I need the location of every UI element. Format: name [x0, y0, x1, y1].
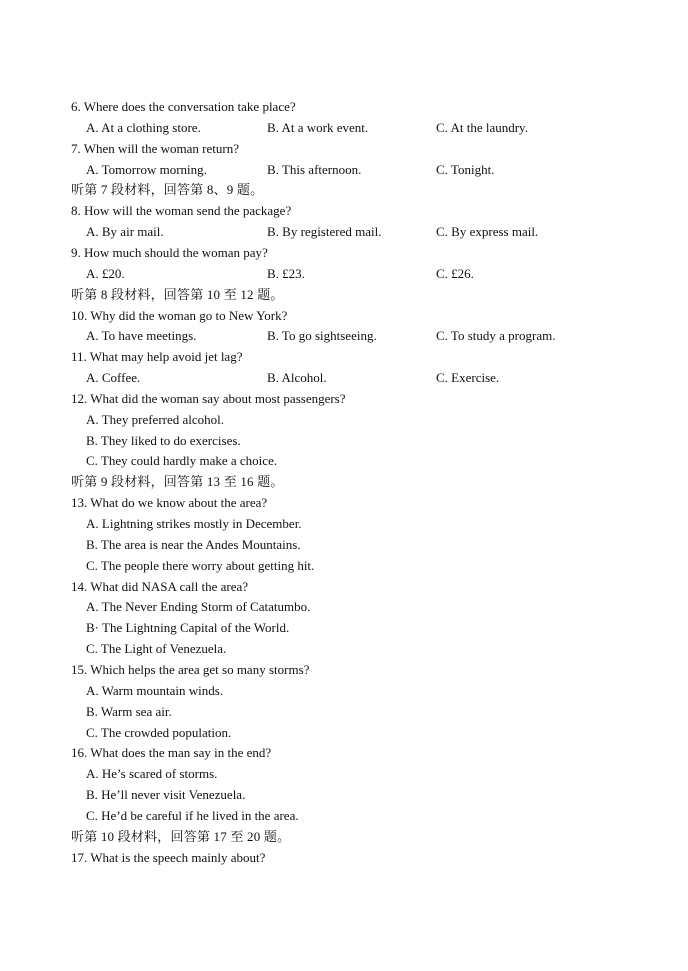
question-text: 11. What may help avoid jet lag? — [71, 349, 243, 365]
section-instruction: 听第 10 段材料，回答第 17 至 20 题。 — [71, 828, 291, 844]
answer-option: C. The Light of Venezuela. — [86, 641, 227, 657]
answer-option: B. At a work event. — [267, 119, 369, 135]
question-text: 7. When will the woman return? — [71, 140, 239, 156]
answer-option: B. To go sightseeing. — [267, 328, 377, 344]
answer-option: A. He’s scared of storms. — [86, 766, 218, 782]
answer-option: C. At the laundry. — [436, 119, 528, 135]
question-text: 9. How much should the woman pay? — [71, 244, 268, 260]
answer-option: A. They preferred alcohol. — [86, 411, 225, 427]
question-text: 6. Where does the conversation take place? — [71, 99, 296, 114]
answer-option: A. Warm mountain winds. — [86, 682, 224, 698]
question-text: 8. How will the woman send the package? — [71, 203, 292, 219]
answer-option: C. To study a program. — [436, 328, 556, 344]
answer-option: C. He’d be careful if he lived in the area. — [86, 807, 299, 823]
answer-option: C. The people there worry about getting hit. — [86, 557, 315, 573]
answer-option: C. £26. — [436, 265, 474, 281]
answer-option: B. £23. — [267, 265, 305, 281]
answer-option: A. The Never Ending Storm of Catatumbo. — [86, 599, 311, 615]
answer-option: A. £20. — [86, 265, 125, 281]
answer-option: B. Alcohol. — [267, 370, 327, 386]
answer-option: A. At a clothing store. — [86, 119, 201, 135]
answer-option: B. They liked to do exercises. — [86, 432, 241, 448]
section-instruction: 听第 9 段材料，回答第 13 至 16 题。 — [71, 474, 284, 490]
answer-option: A. To have meetings. — [86, 328, 197, 344]
section-instruction: 听第 7 段材料，回答第 8、9 题。 — [71, 182, 264, 198]
answer-option: B. He’ll never visit Venezuela. — [86, 787, 246, 803]
answer-option: C. Exercise. — [436, 370, 500, 386]
question-text: 14. What did NASA call the area? — [71, 578, 249, 594]
question-text: 15. Which helps the area get so many storms? — [71, 661, 310, 677]
answer-option: A. Tomorrow morning. — [86, 161, 207, 177]
answer-option: B. The area is near the Andes Mountains. — [86, 536, 301, 552]
question-text: 12. What did the woman say about most passengers? — [71, 390, 346, 406]
question-text: 10. Why did the woman go to New York? — [71, 307, 288, 323]
answer-option: B· The Lightning Capital of the World. — [86, 620, 290, 636]
answer-option: A. Coffee. — [86, 370, 141, 386]
question-text: 13. What do we know about the area? — [71, 495, 268, 511]
question-text: 17. What is the speech mainly about? — [71, 849, 266, 865]
section-instruction: 听第 8 段材料，回答第 10 至 12 题。 — [71, 286, 284, 302]
answer-option: B. Warm sea air. — [86, 703, 172, 719]
answer-option: B. By registered mail. — [267, 224, 382, 240]
question-text: 16. What does the man say in the end? — [71, 745, 272, 761]
answer-option: C. Tonight. — [436, 161, 495, 177]
answer-option: C. They could hardly make a choice. — [86, 453, 278, 469]
answer-option: A. Lightning strikes mostly in December. — [86, 516, 302, 531]
answer-option: C. The crowded population. — [86, 724, 232, 740]
answer-option: B. This afternoon. — [267, 161, 362, 177]
answer-option: A. By air mail. — [86, 224, 164, 240]
answer-option: C. By express mail. — [436, 224, 539, 240]
